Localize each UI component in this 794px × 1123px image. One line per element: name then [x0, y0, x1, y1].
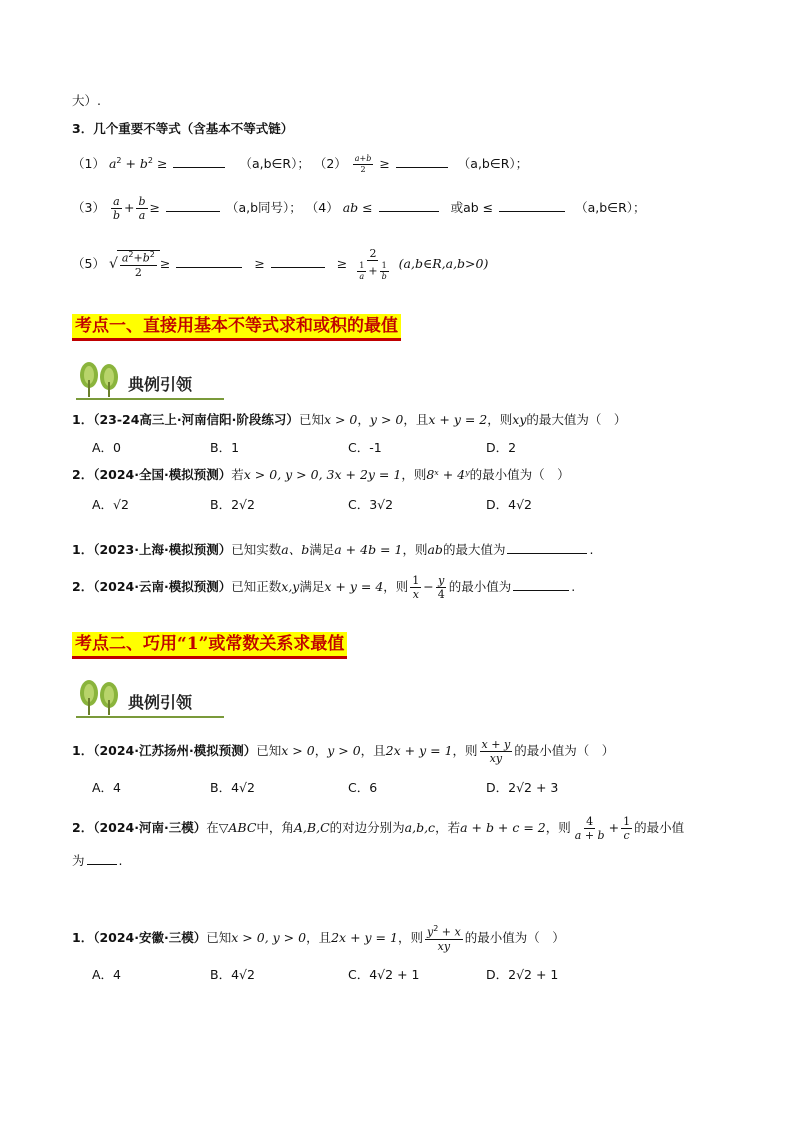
answer-blank[interactable]: [87, 852, 117, 865]
option-d[interactable]: D．2: [486, 440, 517, 455]
q-text: 已知正数: [231, 579, 282, 594]
q-number: 2．: [72, 467, 94, 482]
q-text: ，则: [401, 467, 427, 482]
q-text: 中，角: [256, 820, 294, 835]
q-text: ，且: [306, 929, 332, 945]
q-text: 满足: [309, 542, 335, 557]
continuation-text: 大）.: [72, 93, 101, 108]
q-source: （2024·安徽·三模）: [93, 929, 207, 945]
q-math: x > 0, y > 0, 3x + 2y = 1: [243, 467, 402, 482]
option-c[interactable]: C．3√2: [348, 497, 394, 512]
q-math: a + 4b = 1: [334, 542, 403, 557]
q-text: ，则: [397, 929, 423, 945]
q-number: 1．: [72, 929, 94, 945]
s2-q2: 2．（2024·河南·三模）在▽ABC中，角A,B,C的对边分别为a,b,c，若a + b + c = 2，则 $\frac{4}{a + b}$ + $\frac{1}{c}$ 的最小值: [72, 815, 685, 842]
q-math: a + b + c = 2: [460, 820, 546, 835]
q-text: 的最小值为（ ）: [469, 467, 570, 482]
q-text: 为: [72, 853, 85, 868]
s2-q2-cont: 为 .: [72, 853, 123, 868]
label-3: （3）: [72, 200, 105, 215]
cond-2: （a,b∈R）；: [457, 156, 529, 172]
q-math: x + y = 4: [324, 579, 384, 594]
q-source: （2024·河南·三模）: [93, 820, 207, 835]
q-math: ▽ABC: [218, 820, 257, 835]
blank-5b[interactable]: [271, 255, 325, 268]
q-math: x > 0: [323, 412, 358, 427]
q-math: ab: [427, 542, 443, 557]
q-math: a,b,c: [404, 820, 436, 835]
q-text: 已知: [206, 929, 232, 945]
answer-blank[interactable]: [507, 541, 587, 554]
banner-label: 典例引领: [128, 375, 193, 394]
blank-4a[interactable]: [379, 199, 439, 212]
q-source: （2024·云南·模拟预测）: [93, 579, 232, 594]
q-text: 的最小值: [634, 820, 685, 835]
option-c[interactable]: C．6: [348, 780, 378, 795]
section1-heading: 考点一、直接用基本不等式求和或积的最值: [72, 314, 401, 341]
option-b[interactable]: B．4√2: [210, 780, 255, 795]
option-a[interactable]: A．4: [92, 780, 122, 795]
q-text: 的最小值为（ ）: [464, 929, 565, 945]
s2-p1: 1．（2024·安徽·三模）已知x > 0, y > 0，且2x + y = 1，则 $\frac{y^2 + x}{xy}$ 的最小值为（ ）: [72, 924, 565, 953]
cond-3: （a,b同号）；: [225, 200, 302, 215]
section1-banner: [76, 360, 224, 400]
q-math: 8ˣ + 4ʸ: [426, 467, 470, 482]
q-math: x + y = 2: [428, 412, 488, 427]
s1-p2: 2．（2024·云南·模拟预测）已知正数x,y满足x + y = 4，则 $\frac{1}{x}$ − $\frac{y}{4}$ 的最小值为 .: [72, 574, 576, 601]
q-text: 的最小值为（ ）: [514, 743, 615, 758]
q-math: 2x + y = 1: [331, 929, 398, 945]
ab-le-1: ab ≤: [342, 200, 373, 215]
option-a[interactable]: A．4: [92, 967, 122, 982]
q-text: 已知实数: [231, 542, 282, 557]
q-text: ，则: [452, 743, 478, 758]
q-text: 的最大值为: [442, 542, 506, 557]
q-text: 已知: [256, 743, 282, 758]
banner-label: 典例引领: [128, 693, 193, 712]
q-text: 若: [231, 467, 244, 482]
q-number: 1．: [72, 412, 94, 427]
q-source: （2024·全国·模拟预测）: [93, 467, 232, 482]
option-a[interactable]: A．0: [92, 440, 122, 455]
tree-icon: [76, 678, 124, 716]
q-math: 2x + y = 1: [385, 743, 453, 758]
q-text: ，则: [383, 579, 409, 594]
q-text: ，若: [435, 820, 461, 835]
blank-4b[interactable]: [499, 199, 565, 212]
s1-p1: 1．（2023·上海·模拟预测）已知实数a、b满足a + 4b = 1，则ab的最大值为 .: [72, 542, 594, 557]
q-math: y > 0: [369, 412, 404, 427]
option-d[interactable]: D．2√2 + 1: [486, 967, 559, 982]
label-5: （5）: [72, 256, 105, 271]
q-text: ，: [357, 412, 370, 427]
option-b[interactable]: B．4√2: [210, 967, 255, 982]
cond-5: (a,b∈R,a,b>0): [398, 256, 489, 271]
q-number: 1．: [72, 542, 94, 557]
q-text: 在: [206, 820, 219, 835]
q-source: （23-24高三上·河南信阳·阶段练习）: [93, 412, 299, 427]
blank-2[interactable]: [396, 155, 448, 168]
q-math: x > 0: [281, 743, 315, 758]
q-source: （2023·上海·模拟预测）: [93, 542, 232, 557]
label-2: （2）: [313, 156, 347, 172]
answer-blank[interactable]: [513, 578, 569, 591]
blank-1[interactable]: [173, 155, 225, 168]
option-b[interactable]: B．2√2: [210, 497, 255, 512]
blank-3[interactable]: [166, 199, 220, 212]
q-math: xy: [512, 412, 527, 427]
banner-underline: [76, 398, 224, 400]
q-math: A,B,C: [293, 820, 330, 835]
cond-1: （a,b∈R）；: [239, 156, 310, 172]
inequality-row-3: （5） √ $\frac{a^2+b^2}{2}$ ≥ ≥ ≥ 2 $\frac{1}{a}$ + $\frac{1}{b}$ (a,b∈R,a,b>0): [72, 247, 489, 281]
q-text: 满足: [299, 579, 325, 594]
s1-q1: [72, 411, 626, 429]
q-number: 2．: [72, 579, 94, 594]
banner-underline: [76, 716, 224, 718]
inequality-row-2: （3） $\frac{a}{b}$ + $\frac{b}{a}$ ≥ （a,b同号）； （4） ab ≤ 或ab ≤ （a,b∈R）；: [72, 195, 646, 222]
option-d[interactable]: D．4√2: [486, 497, 532, 512]
option-c[interactable]: C．-1: [348, 440, 382, 455]
label-1: （1）: [72, 156, 105, 172]
q-text: ，且: [403, 412, 429, 427]
q-text: 的对边分别为: [329, 820, 405, 835]
q-text: ，则: [545, 820, 571, 835]
section2-heading: 考点二、巧用“1”或常数关系求最值: [72, 632, 347, 659]
q-text: ，则: [487, 412, 513, 427]
q-text: ，则: [402, 542, 428, 557]
option-d[interactable]: D．2√2 + 3: [486, 780, 559, 795]
section2-banner: [76, 678, 224, 718]
q-math: x > 0, y > 0: [231, 929, 307, 945]
ab-le-2: 或ab ≤: [450, 200, 494, 215]
option-c[interactable]: C．4√2 + 1: [348, 967, 420, 982]
option-b[interactable]: B．1: [210, 440, 240, 455]
q-math: y > 0: [327, 743, 361, 758]
inequality-row-1: （1） $a^2 + b^2$ ≥ （a,b∈R）； （2） $\frac{a+b}{2}$ ≥ （a,b∈R）；: [72, 154, 529, 175]
s2-q1: 1．（2024·江苏扬州·模拟预测）已知x > 0，y > 0，且2x + y = 1，则 $\frac{x + y}{xy}$ 的最小值为（ ）: [72, 738, 615, 765]
q-text: 的最大值为（ ）: [526, 412, 627, 427]
q-text: 的最小值为: [448, 579, 512, 594]
q-number: 2．: [72, 820, 94, 835]
q-text: 已知: [298, 412, 324, 427]
blank-5a[interactable]: [176, 255, 242, 268]
option-a[interactable]: A．√2: [92, 497, 129, 512]
tree-icon: [76, 360, 124, 398]
q-text: ，且: [360, 743, 386, 758]
cond-4: （a,b∈R）；: [575, 200, 646, 215]
q-math: x,y: [281, 579, 300, 594]
q-source: （2024·江苏扬州·模拟预测）: [93, 743, 257, 758]
s1-q2: [72, 466, 570, 484]
q-math: a、b: [281, 542, 310, 557]
q-text: ，: [314, 743, 328, 758]
item3-title: 3．几个重要不等式（含基本不等式链）: [72, 121, 294, 136]
q-number: 1．: [72, 743, 94, 758]
label-4: （4）: [305, 200, 339, 215]
